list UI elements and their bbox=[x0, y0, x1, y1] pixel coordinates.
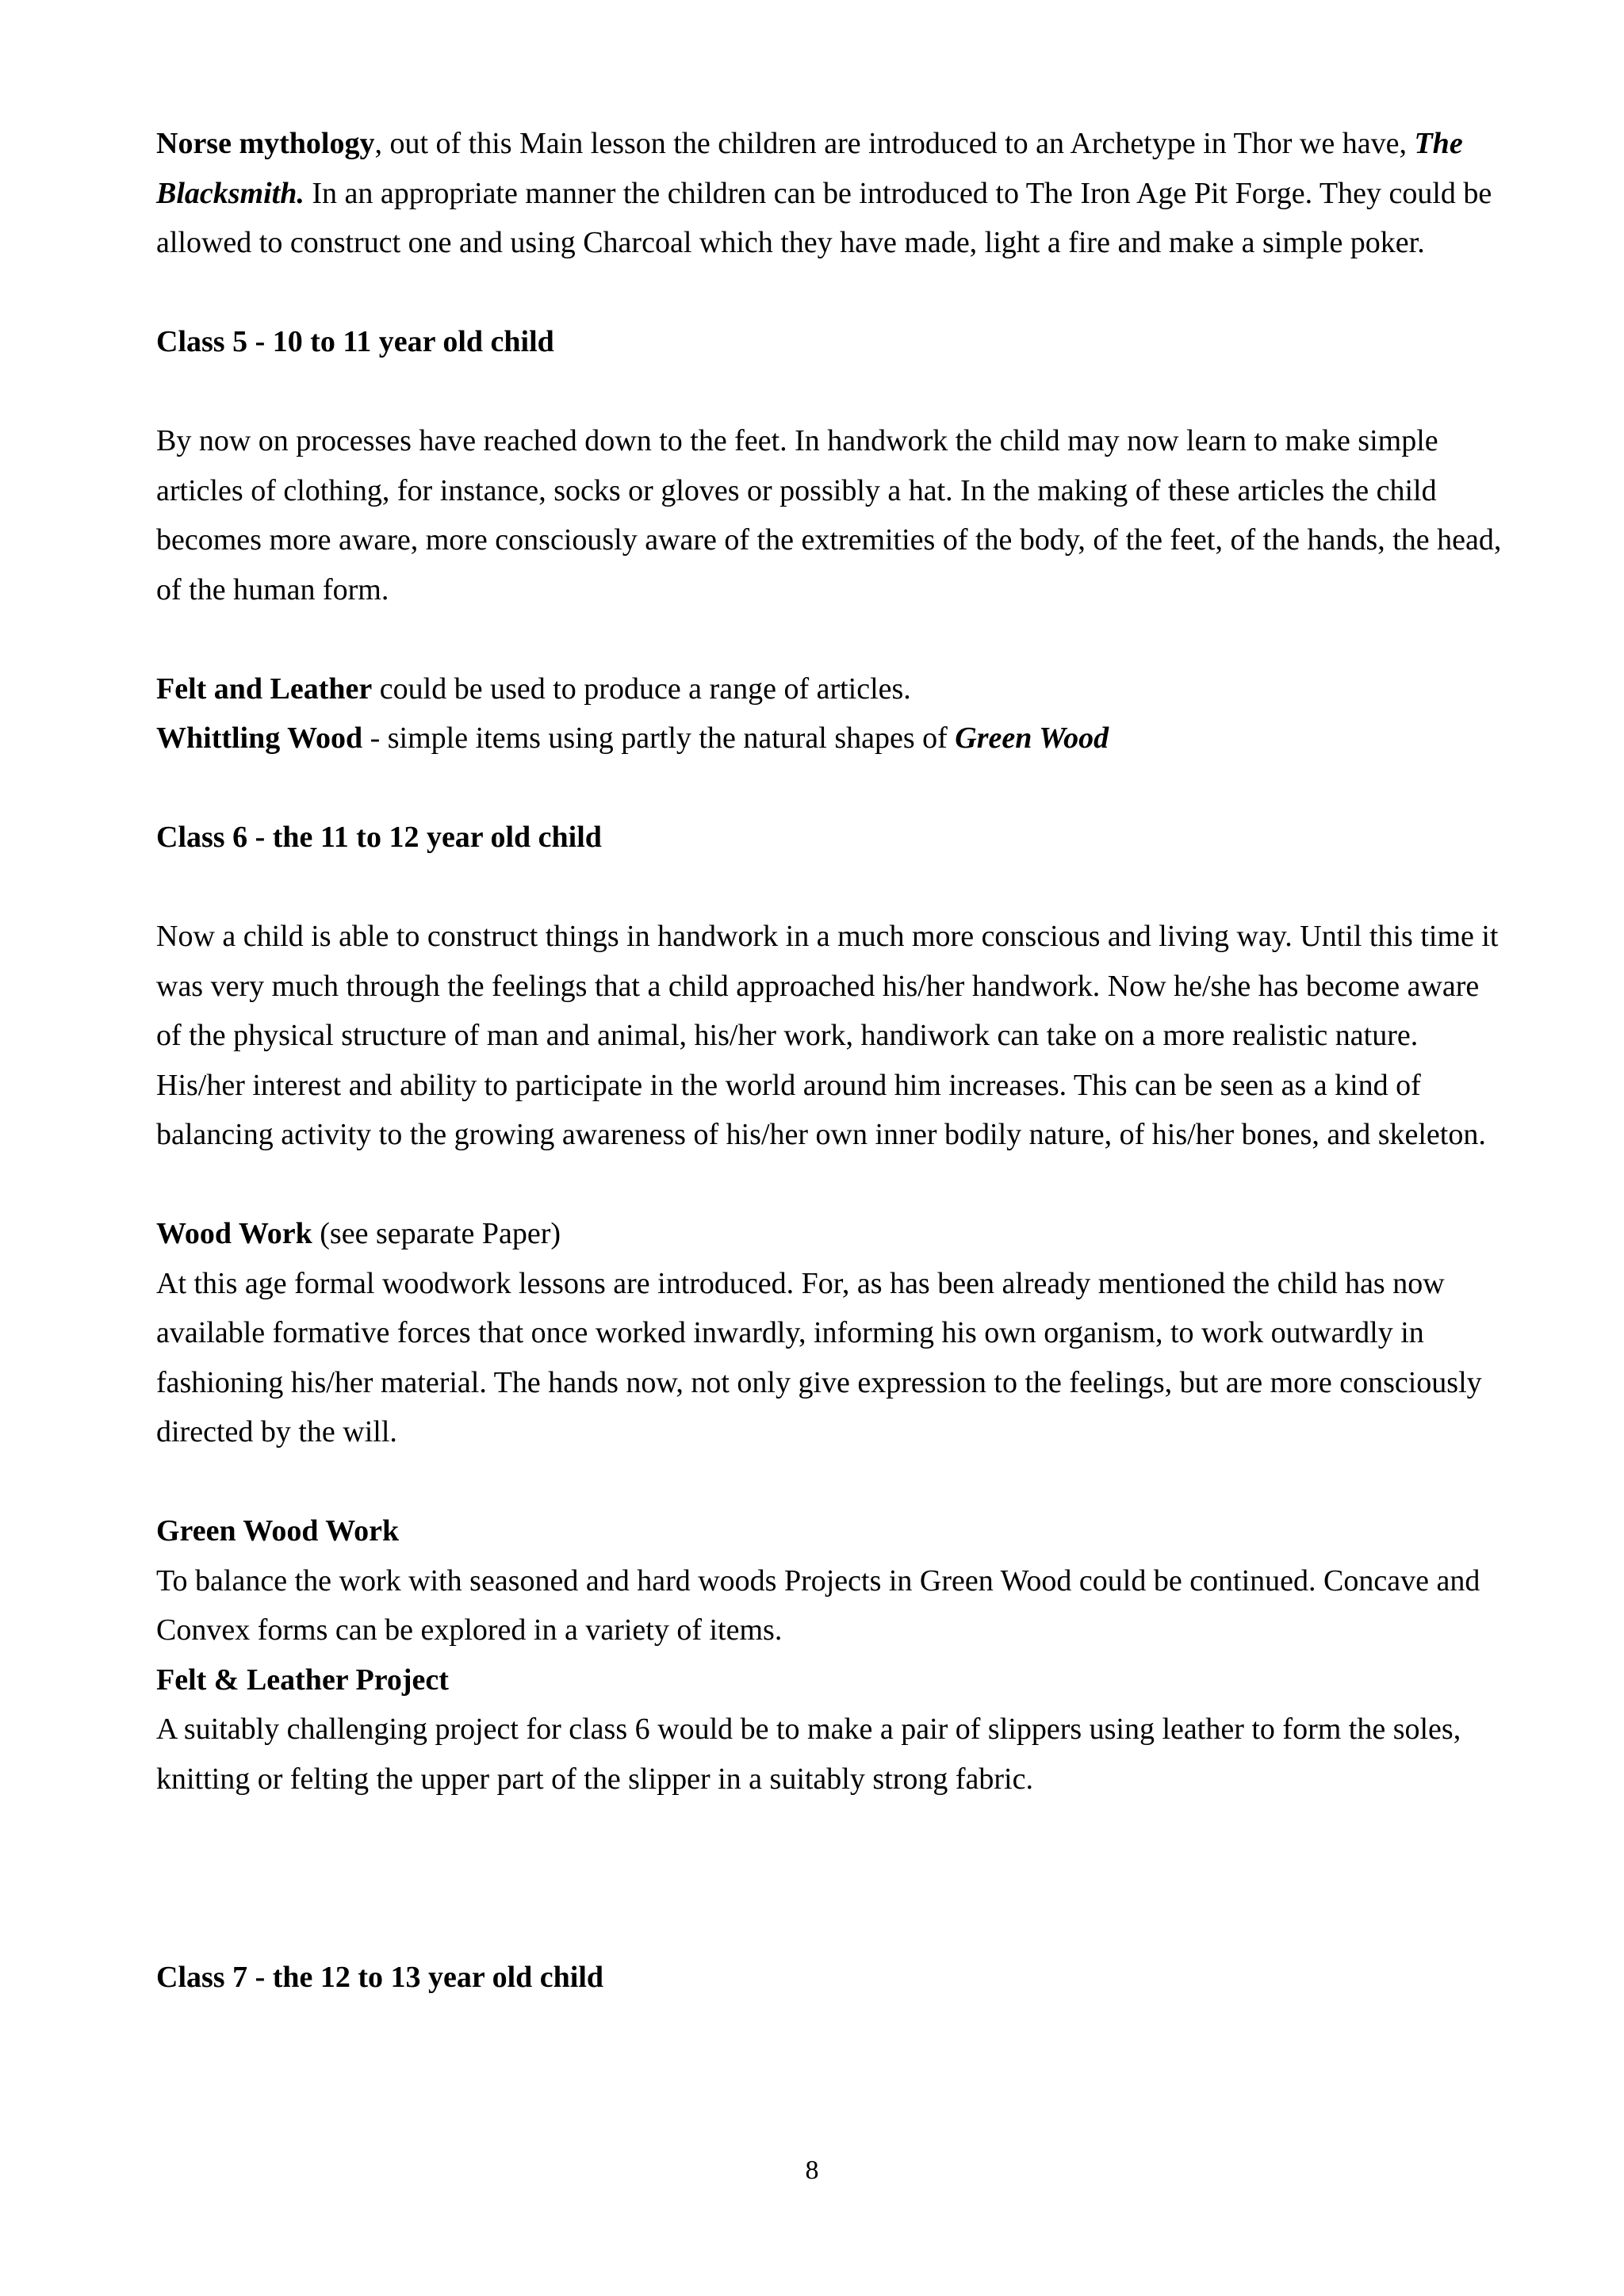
norse-mythology-term: Norse mythology bbox=[156, 127, 375, 160]
norse-mythology-paragraph bbox=[156, 119, 1504, 268]
woodwork-term: Wood Work bbox=[156, 1217, 312, 1250]
green-wood-term: Green Wood bbox=[955, 721, 1109, 755]
pit-forge-text: In an appropriate manner the children can be introduced to The Iron Age Pit Forge. They could be allowed to construct one and using Charcoal which they have made, light a fire and make a simple poker. bbox=[156, 176, 1492, 259]
document-body bbox=[156, 119, 1504, 2003]
class5-paragraph: By now on processes have reached down to the feet. In handwork the child may now learn to make simple articles of clothing, for instance, socks or gloves or possibly a hat. In the making of these articles the child becomes more aware, more consciously aware of the extremities of the body, of the feet, of the hands, the head, of the human form. bbox=[156, 424, 1502, 607]
class6-paragraph: Now a child is able to construct things in handwork in a much more conscious and living way. Until this time it was very much through the feelings that a child approached his/her handwork. Now he/she has become aware of the physical structure of man and animal, his/her work, handiwork can take on a more realistic nature. His/her interest and ability to participate in the world around him increases. This can be seen as a kind of balancing activity to the growing awareness of his/her own inner bodily nature, of his/her bones, and skeleton. bbox=[156, 920, 1499, 1151]
felt-leather-line bbox=[156, 664, 1504, 714]
whittling-text: - simple items using partly the natural shapes of bbox=[362, 721, 956, 755]
woodwork-title-line bbox=[156, 1209, 1504, 1259]
class7-heading: Class 7 - the 12 to 13 year old child bbox=[156, 1961, 604, 1994]
woodwork-note: (see separate Paper) bbox=[312, 1217, 561, 1250]
whittling-line bbox=[156, 714, 1504, 763]
page-number: 8 bbox=[805, 2156, 819, 2185]
blacksmith-term: The Blacksmith. bbox=[156, 127, 1463, 210]
feltleather-heading: Felt & Leather Project bbox=[156, 1663, 449, 1697]
woodwork-paragraph: At this age formal woodwork lessons are introduced. For, as has been already mentioned the child has now available formative forces that once worked inwardly, informing his own organism, to work outwardly in fashioning his/her material. The hands now, not only give expression to the feelings, but are more consciously directed by the will. bbox=[156, 1266, 1482, 1448]
greenwood-heading: Green Wood Work bbox=[156, 1514, 400, 1548]
class6-heading: Class 6 - the 11 to 12 year old child bbox=[156, 821, 602, 854]
norse-mythology-text: , out of this Main lesson the children are introduced to an Archetype in Thor we have, bbox=[374, 127, 1415, 160]
class5-heading: Class 5 - 10 to 11 year old child bbox=[156, 325, 554, 358]
whittling-term: Whittling Wood bbox=[156, 721, 363, 755]
greenwood-paragraph: To balance the work with seasoned and hard woods Projects in Green Wood could be continued. Concave and Convex forms can be explored in a variety of items. bbox=[156, 1563, 1480, 1647]
felt-leather-text: could be used to produce a range of articles. bbox=[372, 672, 911, 706]
felt-leather-term: Felt and Leather bbox=[156, 672, 373, 706]
feltleather-paragraph: A suitably challenging project for class 6 would be to make a pair of slippers using leather to form the soles, knitting or felting the upper part of the slipper in a suitably strong fabric. bbox=[156, 1712, 1461, 1796]
